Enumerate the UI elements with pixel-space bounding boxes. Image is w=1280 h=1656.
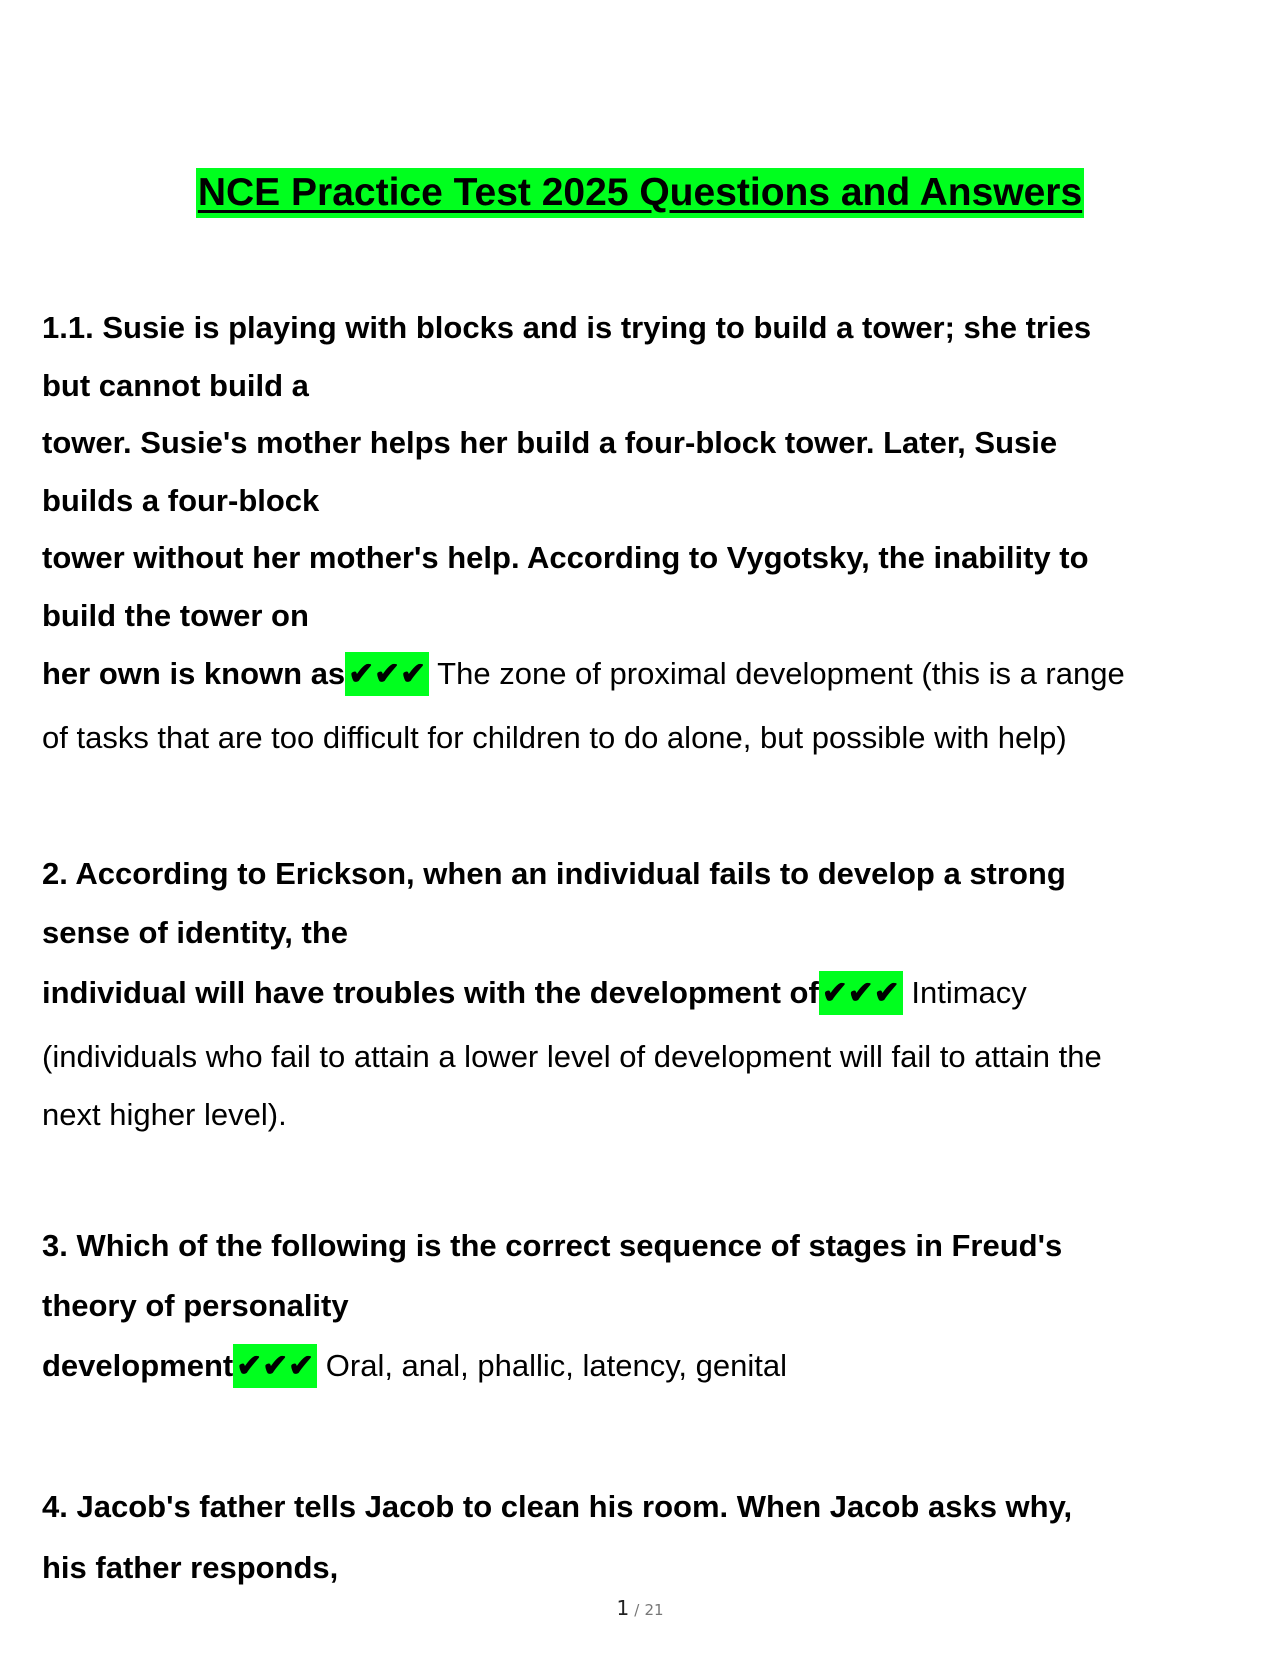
checkmark-icon: ✔✔✔ bbox=[345, 652, 429, 696]
document-title: NCE Practice Test 2025 Questions and Answers bbox=[196, 168, 1084, 218]
question-number: 1. bbox=[42, 310, 68, 345]
question-text: According to Erickson, when an individual fails to develop a strong bbox=[75, 856, 1066, 891]
question-text: Jacob's father tells Jacob to clean his room. When Jacob asks why, bbox=[76, 1489, 1073, 1524]
question-text: 1. Susie is playing with blocks and is trying to build a tower; she tries bbox=[67, 310, 1092, 345]
question-text: development bbox=[42, 1348, 234, 1383]
question-text: Which of the following is the correct sequence of stages in Freud's bbox=[76, 1228, 1063, 1263]
total-pages: 21 bbox=[644, 1601, 664, 1619]
page-indicator bbox=[0, 1596, 1280, 1620]
question-text: tower. Susie's mother helps her build a four-block tower. Later, Susie bbox=[42, 425, 1058, 460]
checkmark-icon: ✔✔✔ bbox=[819, 971, 903, 1015]
question-text: build the tower on bbox=[42, 598, 309, 633]
current-page-number: 1 bbox=[616, 1596, 630, 1620]
question-text: sense of identity, the bbox=[42, 915, 349, 950]
answer-text: Oral, anal, phallic, latency, genital bbox=[317, 1348, 787, 1383]
answer-text: of tasks that are too difficult for children to do alone, but possible with help) bbox=[42, 720, 1067, 755]
question-text: his father responds, bbox=[42, 1550, 339, 1585]
question-text: but cannot build a bbox=[42, 368, 309, 403]
question-number: 2. bbox=[42, 856, 68, 891]
answer-text: Intimacy bbox=[902, 975, 1027, 1010]
question-text: individual will have troubles with the development of bbox=[42, 975, 819, 1010]
title-container bbox=[0, 168, 1280, 218]
question-text: her own is known as bbox=[42, 656, 346, 691]
question-text: tower without her mother's help. According to Vygotsky, the inability to bbox=[42, 540, 1089, 575]
question-text: theory of personality bbox=[42, 1288, 349, 1323]
answer-text: The zone of proximal development (this is a range bbox=[429, 656, 1125, 691]
answer-text: (individuals who fail to attain a lower level of development will fail to attain the bbox=[42, 1039, 1102, 1074]
page-separator: / bbox=[634, 1601, 640, 1619]
question-number: 4. bbox=[42, 1489, 68, 1524]
question-text: builds a four-block bbox=[42, 483, 320, 518]
answer-text: next higher level). bbox=[42, 1097, 287, 1132]
checkmark-icon: ✔✔✔ bbox=[233, 1344, 317, 1388]
question-number: 3. bbox=[42, 1228, 68, 1263]
